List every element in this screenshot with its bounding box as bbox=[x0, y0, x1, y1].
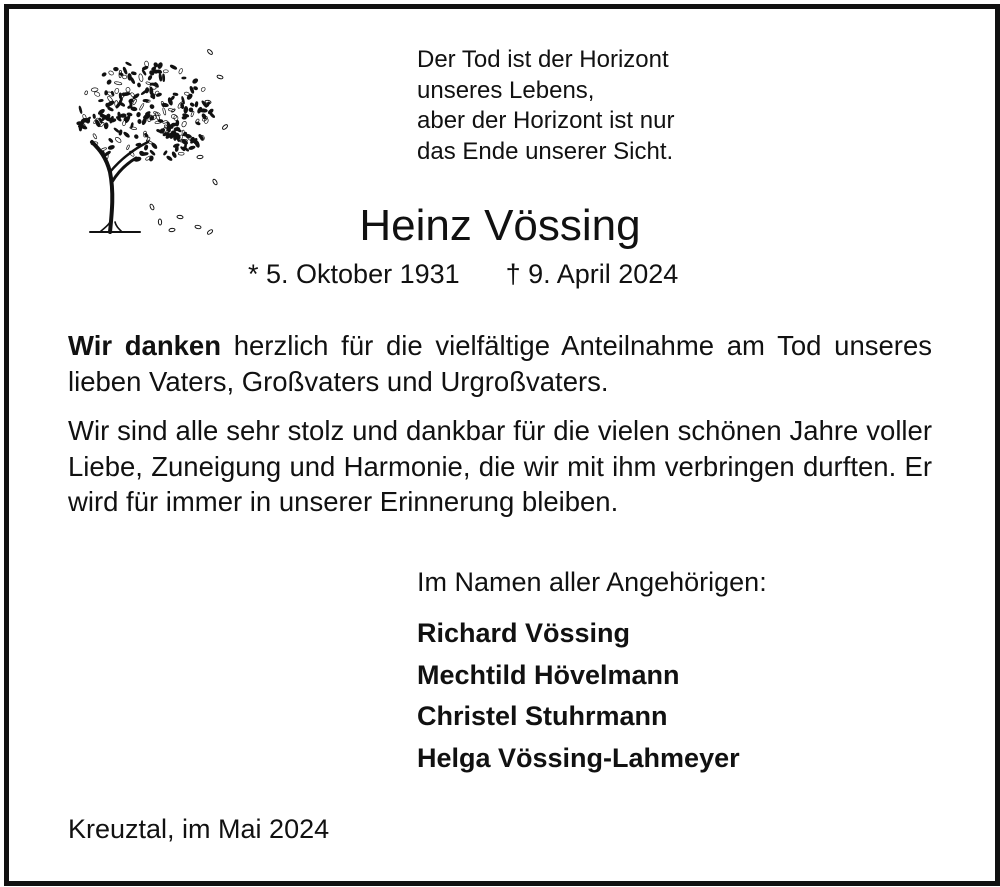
quote-line: unseres Lebens, bbox=[417, 76, 595, 104]
mourner-name: Richard Vössing bbox=[417, 618, 631, 648]
place-date: Kreuztal, im Mai 2024 bbox=[68, 814, 330, 844]
quote-block bbox=[417, 45, 674, 167]
memory-paragraph: Wir sind alle sehr stolz und dankbar für die vielen schönen Jahre voller Liebe, Zuneigung und Harmonie, die wir mit ihm verbringen durften. Er wird für immer in unserer Erinnerung bleiben. bbox=[68, 415, 932, 517]
mourner-name: Christel Stuhrmann bbox=[417, 701, 668, 731]
quote-line: aber der Horizont ist nur bbox=[417, 107, 675, 134]
birth-date: * 5. Oktober 1931 bbox=[248, 259, 460, 289]
thanks-text: herzlich für die vielfältige Anteilnahme am Tod unseres lieben Vaters, Großvaters und Urgroßvaters. bbox=[68, 330, 932, 397]
quote-line: Der Tod ist der Horizont bbox=[417, 46, 669, 73]
quote-line: das Ende unserer Sicht. bbox=[417, 137, 674, 165]
life-dates bbox=[248, 256, 678, 292]
thanks-paragraph bbox=[68, 328, 932, 399]
thanks-lead: Wir danken bbox=[68, 330, 222, 361]
death-date: † 9. April 2024 bbox=[505, 259, 679, 289]
deceased-name: Heinz Vössing bbox=[359, 201, 641, 250]
mourner-name: Mechtild Hövelmann bbox=[417, 659, 680, 690]
mourner-name: Helga Vössing-Lahmeyer bbox=[417, 742, 740, 773]
signature-intro: Im Namen aller Angehörigen: bbox=[417, 567, 767, 597]
mourners-list bbox=[417, 613, 740, 779]
